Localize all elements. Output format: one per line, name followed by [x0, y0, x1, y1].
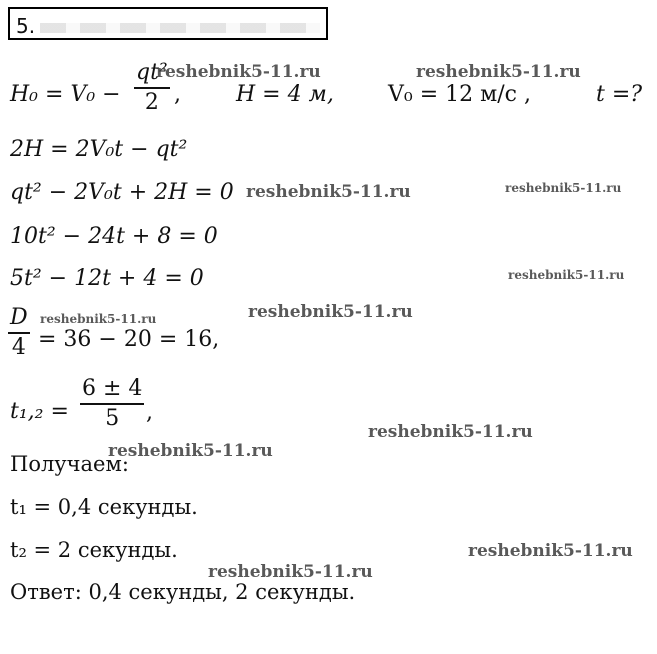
given-comma: , — [174, 82, 181, 107]
roots-numerator: 6 ± 4 — [82, 376, 143, 401]
given-height-text: H = 4 м, — [236, 82, 334, 107]
roots-denominator: 5 — [105, 405, 120, 431]
minus-sign: − — [102, 82, 121, 107]
roots-fraction — [80, 378, 144, 430]
blurred-task-title — [40, 23, 320, 33]
watermark: reshebnik5-11.ru — [248, 302, 413, 322]
given-velocity-text: V₀ = 12 м/с , — [388, 82, 531, 107]
roots-lhs: t₁,₂ = — [10, 399, 69, 424]
watermark: reshebnik5-11.ru — [416, 62, 581, 82]
final-answer: Ответ: 0,4 секунды, 2 секунды. — [10, 580, 356, 604]
fraction-numerator: qt² — [136, 60, 168, 85]
watermark: reshebnik5-11.ru — [505, 181, 622, 195]
h0-symbol: H₀ — [10, 82, 39, 107]
equals-sign: = — [45, 82, 64, 107]
watermark: reshebnik5-11.ru — [208, 562, 373, 582]
discriminant-value: = 36 − 20 = 16, — [38, 327, 220, 352]
conclusion-label: Получаем: — [10, 452, 129, 476]
discriminant-numerator: D — [10, 305, 28, 330]
watermark: reshebnik5-11.ru — [368, 422, 533, 442]
given-velocity — [388, 84, 531, 106]
fraction-denominator: 2 — [144, 89, 159, 115]
equation-line-2: qt² − 2V₀t + 2H = 0 — [10, 180, 234, 205]
equation-line-1: 2H = 2V₀t − qt² — [10, 137, 188, 162]
given-h0-formula — [10, 84, 121, 106]
watermark: reshebnik5-11.ru — [468, 541, 633, 561]
v0-symbol: V₀ — [70, 82, 96, 107]
given-height — [236, 84, 334, 106]
result-t1: t₁ = 0,4 секунды. — [10, 495, 198, 519]
watermark: reshebnik5-11.ru — [156, 62, 321, 82]
equation-line-4: 5t² − 12t + 4 = 0 — [10, 266, 204, 291]
watermark: reshebnik5-11.ru — [246, 182, 411, 202]
unknown-time: t =? — [596, 82, 643, 107]
watermark: reshebnik5-11.ru — [40, 312, 157, 326]
watermark: reshebnik5-11.ru — [108, 441, 273, 461]
result-t2: t₂ = 2 секунды. — [10, 538, 178, 562]
equation-line-3: 10t² − 24t + 8 = 0 — [10, 224, 218, 249]
discriminant-denominator: 4 — [11, 334, 26, 360]
roots-comma: , — [146, 400, 153, 425]
task-number: 5. — [16, 14, 36, 38]
watermark: reshebnik5-11.ru — [508, 268, 625, 282]
discriminant-fraction — [8, 307, 30, 359]
task-header-box — [8, 7, 328, 40]
